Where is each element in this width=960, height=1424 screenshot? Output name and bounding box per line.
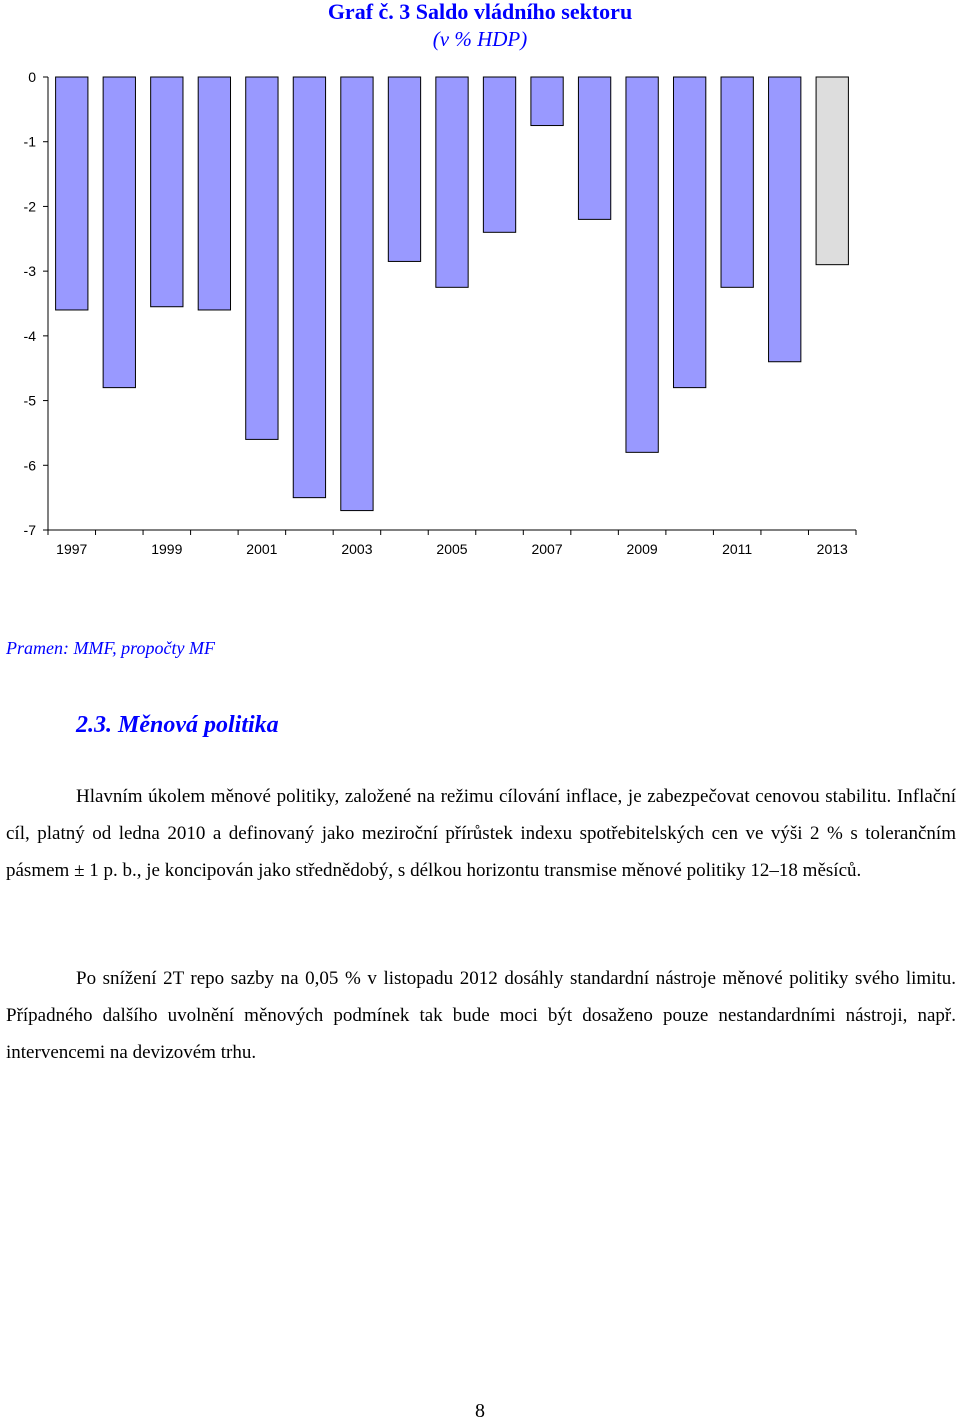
chart-title: Graf č. 3 Saldo vládního sektoru: [327, 0, 633, 24]
y-tick-label: -1: [23, 133, 36, 150]
x-tick-label: 2009: [626, 541, 658, 557]
y-tick-label: -2: [23, 198, 36, 215]
source-note: Pramen: MMF, propočty MF: [6, 638, 215, 658]
paragraph-1: [6, 778, 956, 889]
bar-2004: [388, 77, 420, 261]
x-tick-label: 2003: [341, 541, 373, 557]
y-tick-label: -7: [23, 522, 36, 538]
bar-1997: [56, 77, 88, 310]
x-tick-label: 2001: [246, 541, 278, 557]
bar-2003: [341, 77, 373, 511]
bar-2010: [673, 77, 705, 388]
paragraph-1-first-line: Hlavním úkolem měnové politiky, založené na režimu cílování inflace, je zabezpečovat: [76, 786, 750, 807]
x-tick-label: 1999: [151, 541, 183, 557]
section-heading: 2.3. Měnová politika: [76, 712, 279, 738]
paragraph-2-rest: politiky svého limitu. Případného dalšího uvolnění měnových podmínek tak bude moci být dosaženo pouze nestandardními nástroji, např. intervencemi na devizovém trhu.: [6, 968, 956, 1063]
x-tick-label: 1997: [56, 541, 88, 557]
y-tick-label: -6: [23, 457, 36, 474]
x-tick-label: 2011: [722, 541, 753, 557]
bar-2000: [198, 77, 230, 310]
bar-2005: [436, 77, 468, 287]
y-tick-label: -5: [23, 392, 36, 409]
bar-2007: [531, 77, 563, 126]
bar-2012: [769, 77, 801, 362]
y-tick-label: -4: [23, 327, 36, 344]
x-tick-label: 2007: [531, 541, 563, 557]
bar-2002: [293, 77, 325, 498]
y-tick-label: 0: [28, 69, 36, 85]
bar-1998: [103, 77, 135, 388]
y-tick-label: -3: [23, 263, 36, 280]
bar-2013: [816, 77, 848, 265]
bar-2008: [578, 77, 610, 219]
bar-1999: [151, 77, 183, 307]
page-number: 8: [475, 1400, 485, 1422]
paragraph-2-first-line: Po snížení 2T repo sazby na 0,05 % v listopadu 2012 dosáhly standardní nástroje měnové: [76, 968, 783, 989]
bar-2001: [246, 77, 278, 439]
bar-2009: [626, 77, 658, 452]
bar-2011: [721, 77, 753, 287]
x-tick-label: 2013: [816, 541, 848, 557]
bar-2006: [483, 77, 515, 232]
bar-chart: [0, 62, 900, 562]
paragraph-1-rest: cenovou stabilitu. Inflační cíl, platný od ledna 2010 a definovaný jako meziroční přírůstek indexu spotřebitelských cen ve výši 2 % s tolerančním pásmem ± 1 p. b., je koncipován jako střednědobý, s délkou horizontu transmise měnové politiky 12–18 měsíců.: [6, 786, 956, 881]
chart-subtitle: (v % HDP): [432, 27, 528, 51]
x-tick-label: 2005: [436, 541, 468, 557]
paragraph-2: [6, 960, 956, 1071]
